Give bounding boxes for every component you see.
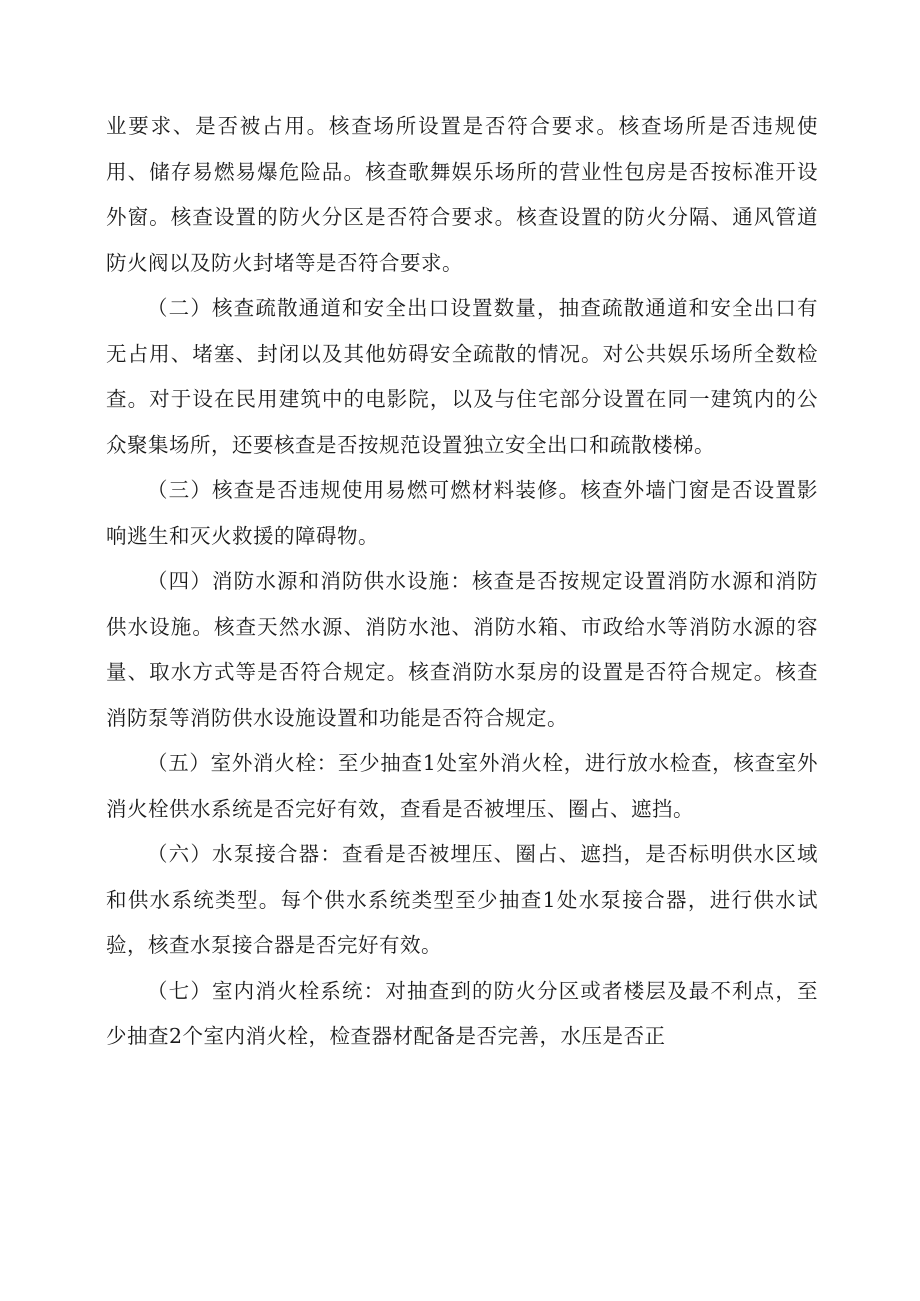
paragraph-6-pump-connector: （六）水泵接合器：查看是否被埋压、圈占、遮挡，是否标明供水区域和供水系统类型。每个供水系统类型至少抽查1处水泵接合器，进行供水试验，核查水泵接合器是否完好有效。 — [106, 842, 818, 957]
paragraph-3-decoration-materials: （三）核查是否违规使用易燃可燃材料装修。核查外墙门窗是否设置影响逃生和灭火救援的障碍物。 — [106, 478, 818, 548]
paragraph-fire-compartment-continued: 业要求、是否被占用。核查场所设置是否符合要求。核查场所是否违规使用、储存易燃易爆危险品。核查歌舞娱乐场所的营业性包房是否按标准开设外窗。核查设置的防火分区是否符合要求。核查设置的防火分隔、通风管道防火阀以及防火封堵等是否符合要求。 — [106, 114, 818, 275]
document-body — [106, 104, 818, 1060]
paragraph-5-outdoor-hydrant: （五）室外消火栓：至少抽查1处室外消火栓，进行放水检查，核查室外消火栓供水系统是否完好有效，查看是否被埋压、圈占、遮挡。 — [106, 751, 818, 821]
paragraph-7-indoor-hydrant: （七）室内消火栓系统：对抽查到的防火分区或者楼层及最不利点，至少抽查2个室内消火栓，检查器材配备是否完善，水压是否正 — [106, 978, 818, 1048]
paragraph-2-evacuation-routes: （二）核查疏散通道和安全出口设置数量，抽查疏散通道和安全出口有无占用、堵塞、封闭以及其他妨碍安全疏散的情况。对公共娱乐场所全数检查。对于设在民用建筑中的电影院，以及与住宅部分设置在同一建筑内的公众聚集场所，还要核查是否按规范设置独立安全出口和疏散楼梯。 — [106, 296, 818, 457]
paragraph-4-water-supply: （四）消防水源和消防供水设施：核查是否按规定设置消防水源和消防供水设施。核查天然水源、消防水池、消防水箱、市政给水等消防水源的容量、取水方式等是否符合规定。核查消防水泵房的设置是否符合规定。核查消防泵等消防供水设施设置和功能是否符合规定。 — [106, 569, 818, 730]
